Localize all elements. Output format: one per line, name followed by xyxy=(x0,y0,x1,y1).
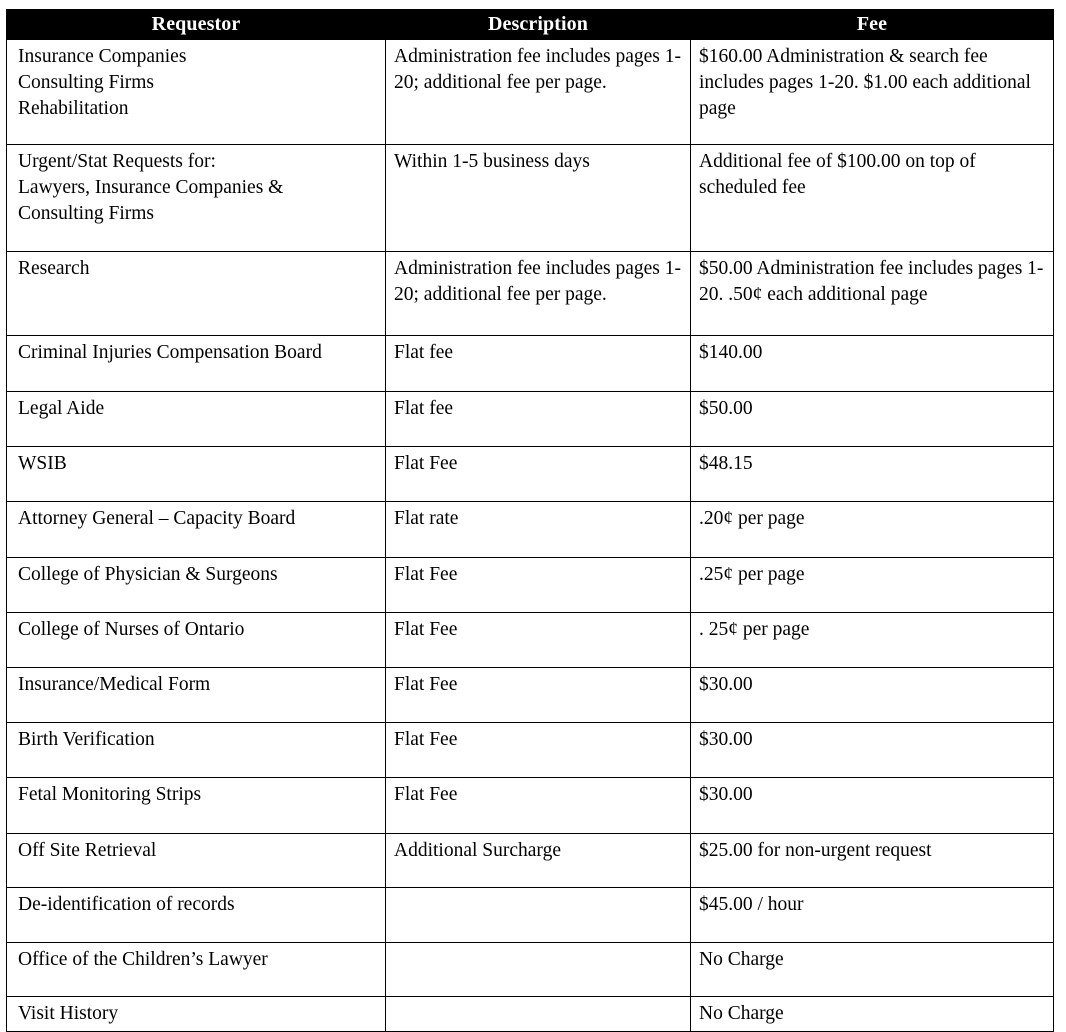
cell-requestor: Attorney General – Capacity Board xyxy=(7,502,386,558)
cell-fee: $30.00 xyxy=(691,778,1054,834)
cell-requestor: Urgent/Stat Requests for: Lawyers, Insurance Companies & Consulting Firms xyxy=(7,145,386,252)
table-row xyxy=(7,252,1054,336)
cell-requestor: Birth Verification xyxy=(7,723,386,778)
cell-requestor: WSIB xyxy=(7,447,386,502)
column-header-fee: Fee xyxy=(691,10,1054,40)
cell-requestor: Office of the Children’s Lawyer xyxy=(7,943,386,997)
cell-requestor: Visit History xyxy=(7,997,386,1032)
cell-fee: $30.00 xyxy=(691,668,1054,723)
cell-description: Administration fee includes pages 1-20; additional fee per page. xyxy=(386,252,691,336)
table-row xyxy=(7,778,1054,834)
cell-fee: $50.00 xyxy=(691,392,1054,447)
cell-requestor: Criminal Injuries Compensation Board xyxy=(7,336,386,392)
cell-requestor: Insurance/Medical Form xyxy=(7,668,386,723)
cell-description: Administration fee includes pages 1-20; additional fee per page. xyxy=(386,40,691,145)
cell-fee: .20¢ per page xyxy=(691,502,1054,558)
table-row xyxy=(7,336,1054,392)
cell-requestor: Insurance Companies Consulting Firms Rehabilitation xyxy=(7,40,386,145)
fee-schedule-table xyxy=(6,9,1054,1032)
cell-requestor: Fetal Monitoring Strips xyxy=(7,778,386,834)
column-header-description: Description xyxy=(386,10,691,40)
column-header-requestor: Requestor xyxy=(7,10,386,40)
cell-requestor: Off Site Retrieval xyxy=(7,834,386,888)
cell-requestor: Legal Aide xyxy=(7,392,386,447)
cell-fee: $45.00 / hour xyxy=(691,888,1054,943)
cell-fee: No Charge xyxy=(691,997,1054,1032)
cell-fee: $30.00 xyxy=(691,723,1054,778)
cell-description xyxy=(386,943,691,997)
cell-description: Additional Surcharge xyxy=(386,834,691,888)
table-row xyxy=(7,834,1054,888)
cell-description: Flat Fee xyxy=(386,613,691,668)
table-header xyxy=(7,10,1054,40)
cell-description: Within 1-5 business days xyxy=(386,145,691,252)
cell-fee: $160.00 Administration & search fee includes pages 1-20. $1.00 each additional page xyxy=(691,40,1054,145)
table-row xyxy=(7,888,1054,943)
cell-description: Flat fee xyxy=(386,392,691,447)
cell-fee: $48.15 xyxy=(691,447,1054,502)
cell-description: Flat Fee xyxy=(386,778,691,834)
table-row xyxy=(7,723,1054,778)
table-header-row xyxy=(7,10,1054,40)
cell-description: Flat Fee xyxy=(386,723,691,778)
cell-fee: No Charge xyxy=(691,943,1054,997)
table-row xyxy=(7,447,1054,502)
cell-description: Flat Fee xyxy=(386,668,691,723)
table-row xyxy=(7,668,1054,723)
cell-description xyxy=(386,997,691,1032)
cell-requestor: College of Nurses of Ontario xyxy=(7,613,386,668)
table-body xyxy=(7,40,1054,1032)
cell-fee: . 25¢ per page xyxy=(691,613,1054,668)
cell-fee: $140.00 xyxy=(691,336,1054,392)
table-row xyxy=(7,145,1054,252)
table-row xyxy=(7,613,1054,668)
cell-requestor: College of Physician & Surgeons xyxy=(7,558,386,613)
cell-description: Flat Fee xyxy=(386,447,691,502)
cell-description: Flat Fee xyxy=(386,558,691,613)
cell-description: Flat rate xyxy=(386,502,691,558)
table-row xyxy=(7,502,1054,558)
cell-description xyxy=(386,888,691,943)
table-row xyxy=(7,558,1054,613)
cell-fee: $50.00 Administration fee includes pages 1-20. .50¢ each additional page xyxy=(691,252,1054,336)
cell-requestor: De-identification of records xyxy=(7,888,386,943)
cell-fee: Additional fee of $100.00 on top of scheduled fee xyxy=(691,145,1054,252)
cell-fee: $25.00 for non-urgent request xyxy=(691,834,1054,888)
table-row xyxy=(7,40,1054,145)
cell-fee: .25¢ per page xyxy=(691,558,1054,613)
cell-description: Flat fee xyxy=(386,336,691,392)
table-row xyxy=(7,392,1054,447)
cell-requestor: Research xyxy=(7,252,386,336)
table-row xyxy=(7,997,1054,1032)
table-row xyxy=(7,943,1054,997)
